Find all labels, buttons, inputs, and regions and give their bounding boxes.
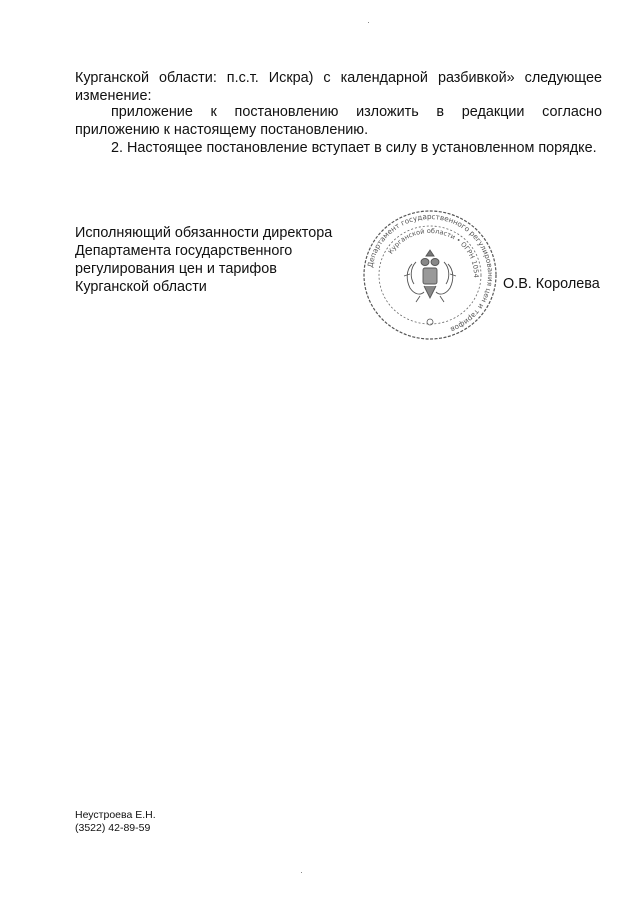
body-paragraph-1	[75, 69, 602, 105]
signatory-position-line: Исполняющий обязанности директора	[75, 225, 333, 241]
official-seal	[362, 208, 498, 342]
seal-outer-text: Департамент государственного регулирования цен и тарифов	[365, 211, 496, 335]
signatory-position	[75, 224, 355, 296]
paragraph-text: 2. Настоящее постановление вступает в силу в установленном порядке.	[111, 140, 597, 156]
executor-info	[75, 809, 156, 835]
signatory-position-line: Департамента государственного	[75, 243, 293, 259]
scan-speck	[301, 872, 302, 873]
executor-name: Неустроева Е.Н.	[75, 809, 156, 821]
signatory-name: О.В. Королева	[503, 276, 600, 292]
coat-of-arms-icon	[404, 250, 456, 302]
seal-inner-text: Курганской области • ОГРН 1054	[386, 226, 481, 278]
paragraph-text: Курганской области: п.с.т. Искра) с календарной разбивкой» следующее изменение:	[75, 70, 602, 104]
scan-speck	[368, 22, 369, 23]
paragraph-text: приложение к постановлению изложить в редакции согласно приложению к настоящему постановлению.	[75, 104, 602, 138]
body-paragraph-3	[75, 139, 602, 157]
signatory-position-line: Курганской области	[75, 279, 207, 295]
body-paragraph-2	[75, 103, 602, 139]
signatory-position-line: регулирования цен и тарифов	[75, 261, 277, 277]
executor-phone: (3522) 42-89-59	[75, 822, 151, 834]
